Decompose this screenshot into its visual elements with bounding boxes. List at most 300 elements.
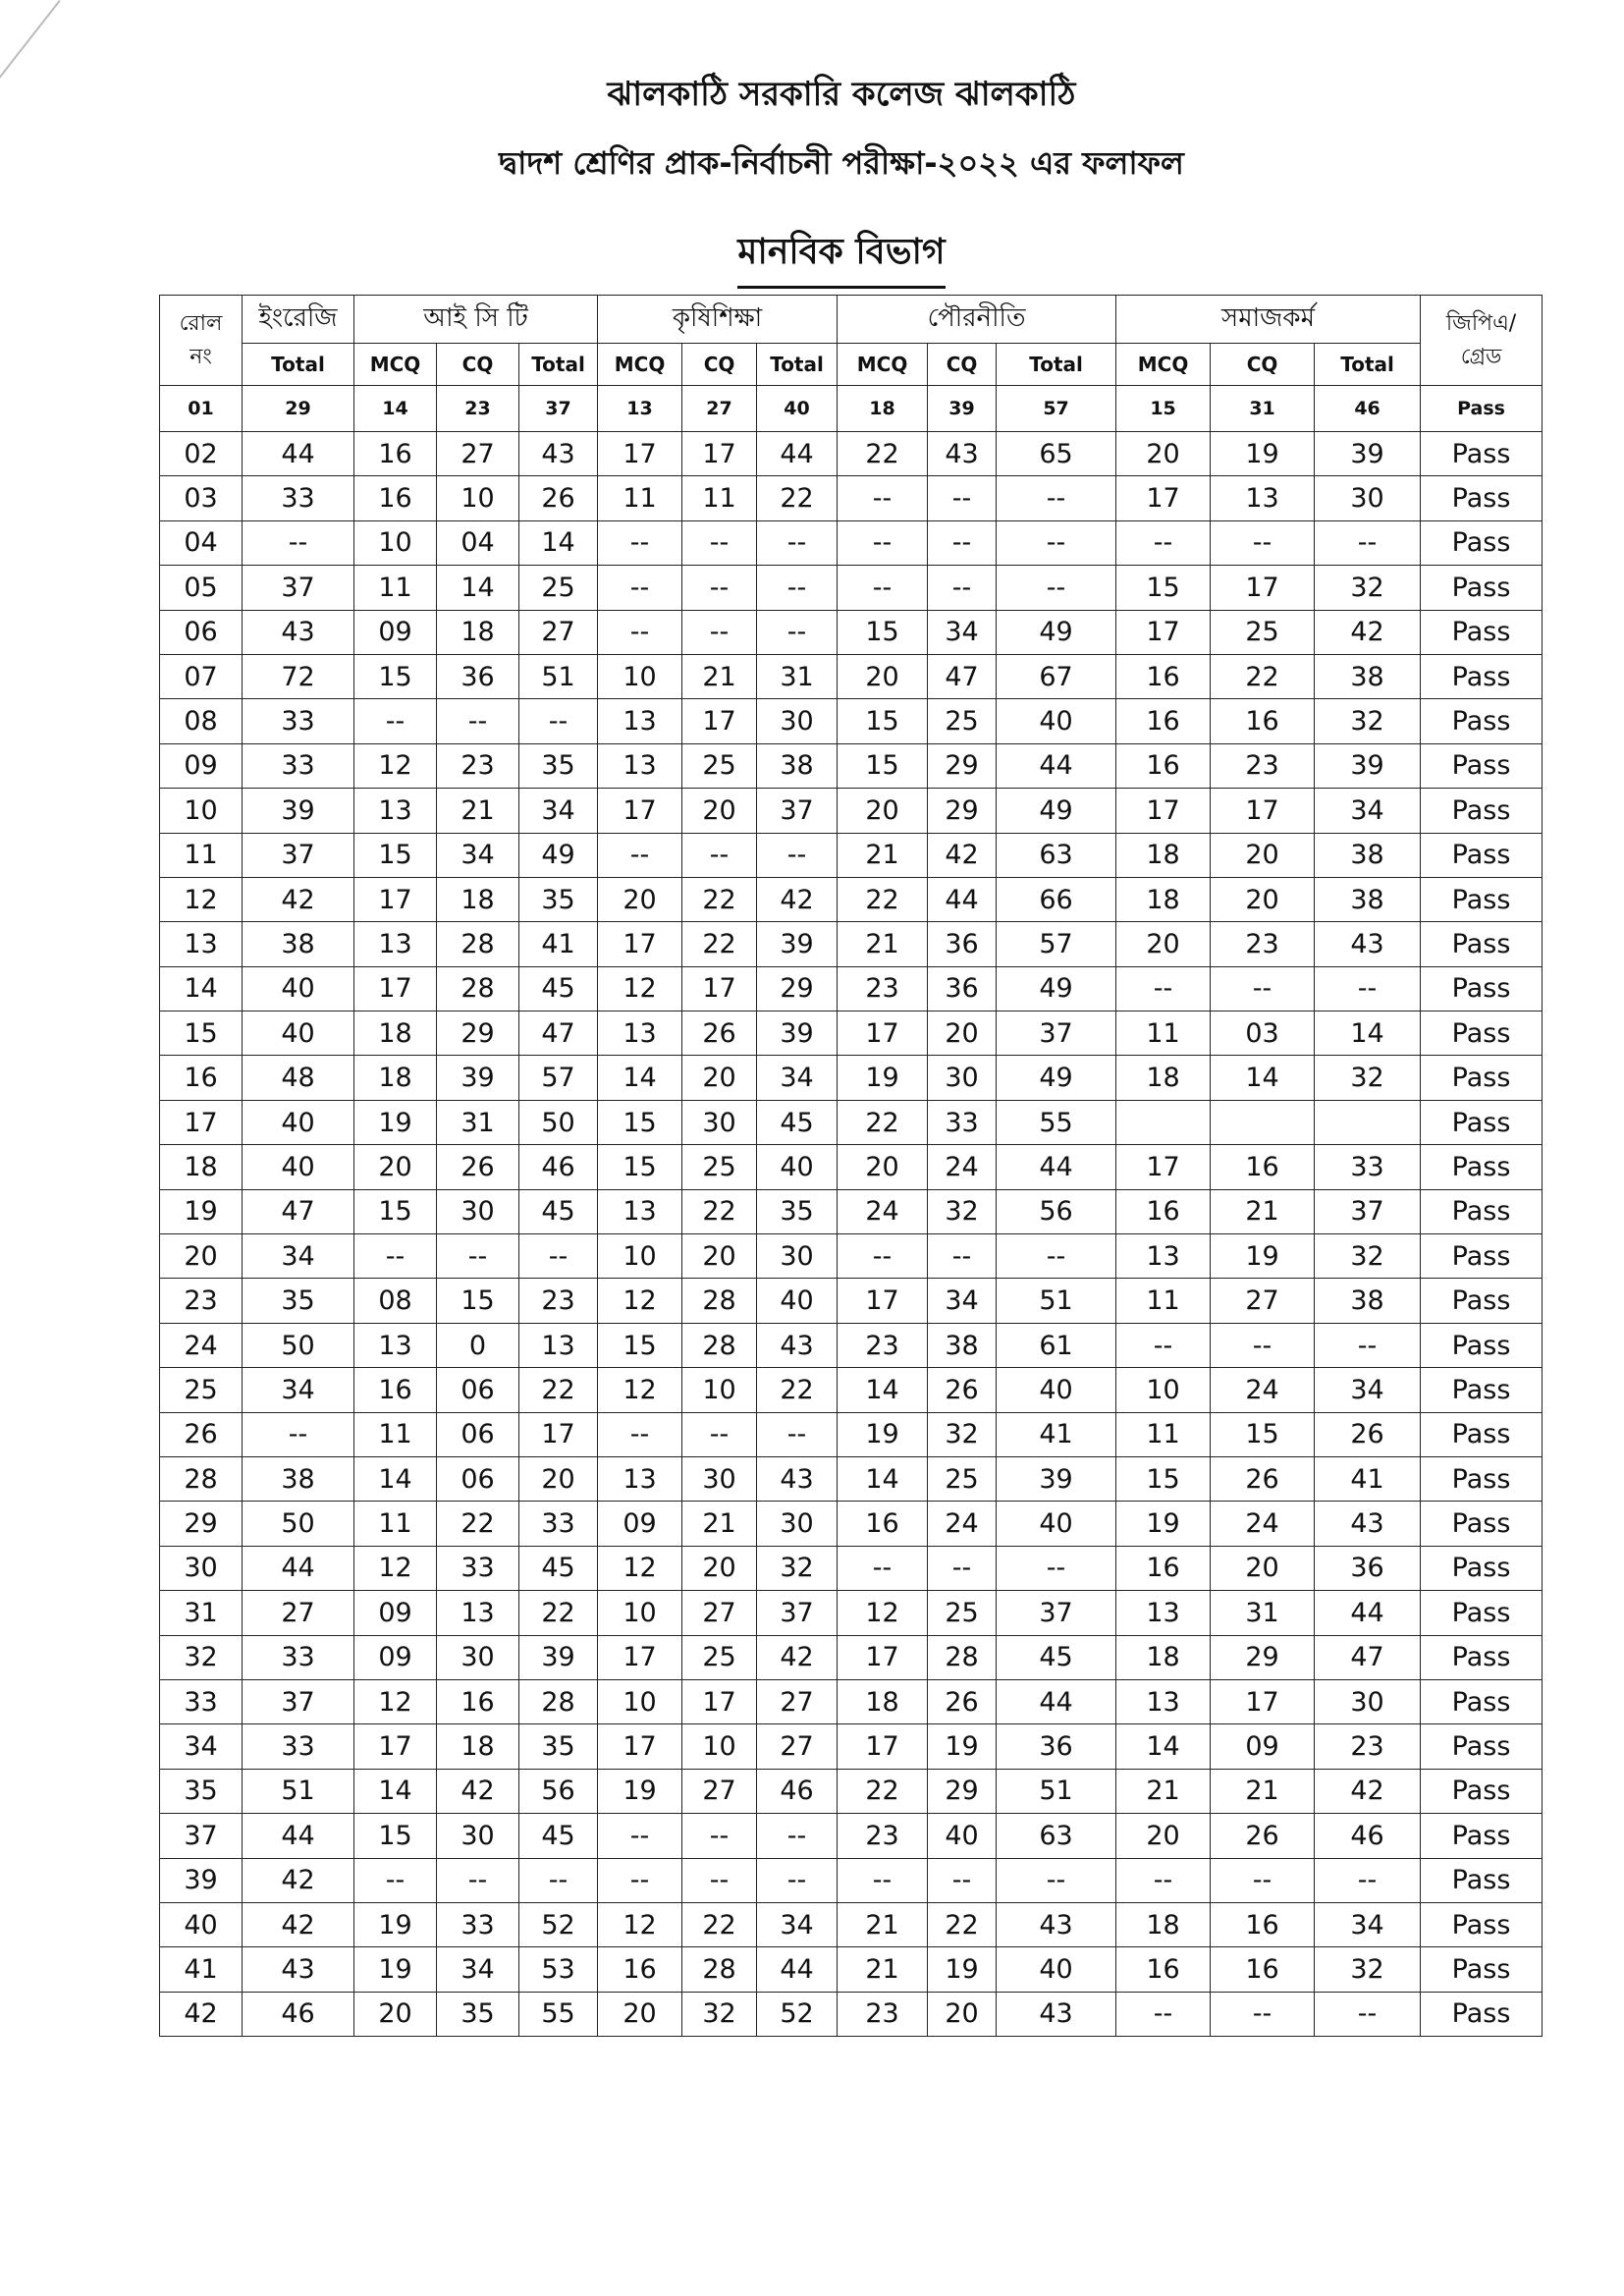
roll-cell: 01 <box>160 386 243 432</box>
mark-cell: 26 <box>437 1145 519 1189</box>
mark-cell: -- <box>928 476 997 520</box>
mark-cell: -- <box>997 476 1116 520</box>
mark-cell: 52 <box>757 1992 838 2036</box>
mark-cell: 44 <box>757 1947 838 1992</box>
mark-cell: 20 <box>598 877 682 921</box>
mark-cell: 40 <box>997 1502 1116 1546</box>
mark-cell: 27 <box>243 1591 354 1635</box>
roll-cell: 23 <box>160 1279 243 1323</box>
mark-cell: 13 <box>354 1323 437 1367</box>
mark-cell: 14 <box>354 386 437 432</box>
mark-cell: 49 <box>997 966 1116 1011</box>
mark-cell: 20 <box>1116 432 1211 476</box>
mark-cell: 20 <box>1116 1814 1211 1858</box>
mark-cell: -- <box>838 1546 928 1590</box>
mark-cell: 38 <box>1315 877 1421 921</box>
mark-cell: 31 <box>1211 386 1315 432</box>
mark-cell: -- <box>1315 520 1421 565</box>
mark-cell: 15 <box>354 1189 437 1233</box>
mark-cell: 72 <box>243 654 354 698</box>
mark-cell: -- <box>1211 520 1315 565</box>
mark-cell: 18 <box>437 877 519 921</box>
mark-cell: 11 <box>682 476 757 520</box>
result-cell: Pass <box>1421 566 1543 610</box>
table-row <box>160 1902 1543 1946</box>
mark-cell: 32 <box>1315 566 1421 610</box>
mark-cell: 27 <box>757 1724 838 1769</box>
sub-header: MCQ <box>838 344 928 386</box>
mark-cell: 18 <box>1116 1635 1211 1679</box>
mark-cell: 36 <box>437 654 519 698</box>
roll-column-header: রোল নং <box>160 296 243 386</box>
table-row <box>160 1546 1543 1590</box>
mark-cell: -- <box>757 1412 838 1456</box>
mark-cell: 31 <box>1211 1591 1315 1635</box>
mark-cell: 29 <box>437 1011 519 1056</box>
table-row <box>160 1635 1543 1679</box>
mark-cell: 37 <box>519 386 598 432</box>
mark-cell: 42 <box>1315 1769 1421 1813</box>
mark-cell: 28 <box>682 1279 757 1323</box>
mark-cell: 19 <box>354 1902 437 1946</box>
mark-cell: 25 <box>682 1635 757 1679</box>
mark-cell: 13 <box>354 789 437 833</box>
mark-cell: 15 <box>354 1814 437 1858</box>
mark-cell: 17 <box>1116 610 1211 654</box>
mark-cell: 30 <box>682 1456 757 1501</box>
mark-cell: 08 <box>354 1279 437 1323</box>
mark-cell: -- <box>598 1814 682 1858</box>
mark-cell: -- <box>1116 1858 1211 1902</box>
mark-cell: 28 <box>682 1323 757 1367</box>
mark-cell: 12 <box>598 1368 682 1412</box>
mark-cell: 35 <box>243 1279 354 1323</box>
mark-cell: 14 <box>598 1056 682 1100</box>
mark-cell: 43 <box>757 1456 838 1501</box>
mark-cell: 17 <box>682 432 757 476</box>
mark-cell: 15 <box>437 1279 519 1323</box>
result-cell: Pass <box>1421 1947 1543 1992</box>
mark-cell: 46 <box>1315 386 1421 432</box>
mark-cell: 25 <box>682 743 757 788</box>
result-cell: Pass <box>1421 1591 1543 1635</box>
mark-cell: 22 <box>838 1100 928 1144</box>
result-cell: Pass <box>1421 520 1543 565</box>
mark-cell: 14 <box>354 1769 437 1813</box>
mark-cell: 22 <box>682 922 757 966</box>
mark-cell: 52 <box>519 1902 598 1946</box>
mark-cell: 14 <box>838 1368 928 1412</box>
mark-cell: 10 <box>598 654 682 698</box>
roll-cell: 13 <box>160 922 243 966</box>
mark-cell: 34 <box>928 1279 997 1323</box>
mark-cell: 43 <box>997 1992 1116 2036</box>
roll-cell: 26 <box>160 1412 243 1456</box>
mark-cell: 17 <box>1116 1145 1211 1189</box>
college-name: ঝালকাঠি সরকারি কলেজ ঝালকাঠি <box>607 75 1076 114</box>
mark-cell: 51 <box>997 1279 1116 1323</box>
mark-cell: -- <box>354 699 437 743</box>
mark-cell: 56 <box>997 1189 1116 1233</box>
mark-cell: -- <box>1211 966 1315 1011</box>
mark-cell: 16 <box>1116 699 1211 743</box>
mark-cell: 28 <box>682 1947 757 1992</box>
sub-header: Total <box>243 344 354 386</box>
mark-cell: 20 <box>928 1992 997 2036</box>
mark-cell: -- <box>838 520 928 565</box>
mark-cell: 39 <box>997 1456 1116 1501</box>
table-row <box>160 922 1543 966</box>
mark-cell: 30 <box>757 699 838 743</box>
mark-cell: 18 <box>437 1724 519 1769</box>
mark-cell: -- <box>838 566 928 610</box>
mark-cell: 17 <box>1211 789 1315 833</box>
mark-cell: 28 <box>928 1635 997 1679</box>
table-row <box>160 1056 1543 1100</box>
mark-cell: 30 <box>682 1100 757 1144</box>
mark-cell: 17 <box>838 1724 928 1769</box>
mark-cell: 13 <box>598 1189 682 1233</box>
mark-cell: 39 <box>243 789 354 833</box>
mark-cell: 10 <box>598 1591 682 1635</box>
mark-cell: 15 <box>598 1100 682 1144</box>
mark-cell: 26 <box>682 1011 757 1056</box>
mark-cell: 43 <box>757 1323 838 1367</box>
mark-cell: 15 <box>354 833 437 877</box>
mark-cell: 25 <box>928 699 997 743</box>
table-header <box>160 296 1543 386</box>
mark-cell: -- <box>757 566 838 610</box>
mark-cell: 45 <box>519 966 598 1011</box>
mark-cell: 16 <box>838 1502 928 1546</box>
mark-cell: -- <box>682 566 757 610</box>
result-cell: Pass <box>1421 1056 1543 1100</box>
mark-cell: 26 <box>519 476 598 520</box>
mark-cell: 09 <box>354 610 437 654</box>
mark-cell: 23 <box>838 1814 928 1858</box>
mark-cell: 40 <box>928 1814 997 1858</box>
mark-cell: -- <box>1116 520 1211 565</box>
mark-cell: -- <box>928 1546 997 1590</box>
mark-cell: 21 <box>437 789 519 833</box>
mark-cell: 49 <box>997 610 1116 654</box>
results-table <box>159 295 1543 2037</box>
mark-cell: 40 <box>757 1145 838 1189</box>
table-row <box>160 1858 1543 1902</box>
english-header: ইংরেজি <box>243 296 354 344</box>
mark-cell: -- <box>928 1234 997 1279</box>
mark-cell: 17 <box>354 877 437 921</box>
mark-cell: 24 <box>838 1189 928 1233</box>
mark-cell: 43 <box>997 1902 1116 1946</box>
table-row <box>160 654 1543 698</box>
roll-cell: 34 <box>160 1724 243 1769</box>
table-body <box>160 386 1543 2037</box>
mark-cell: 51 <box>997 1769 1116 1813</box>
mark-cell: 30 <box>1315 476 1421 520</box>
roll-cell: 32 <box>160 1635 243 1679</box>
mark-cell: 16 <box>1116 743 1211 788</box>
mark-cell: 44 <box>997 743 1116 788</box>
mark-cell: 29 <box>243 386 354 432</box>
gpa-column-header: জিপিএ/ গ্রেড <box>1421 296 1543 386</box>
roll-cell: 11 <box>160 833 243 877</box>
mark-cell: 34 <box>1315 789 1421 833</box>
mark-cell: 11 <box>1116 1011 1211 1056</box>
mark-cell: 10 <box>598 1234 682 1279</box>
mark-cell: -- <box>519 1234 598 1279</box>
mark-cell: 41 <box>519 922 598 966</box>
table-row <box>160 1323 1543 1367</box>
mark-cell: 20 <box>1211 877 1315 921</box>
mark-cell: 44 <box>997 1679 1116 1723</box>
mark-cell: 42 <box>243 1902 354 1946</box>
sub-header: Total <box>519 344 598 386</box>
mark-cell <box>1211 1100 1315 1144</box>
mark-cell: -- <box>437 1858 519 1902</box>
mark-cell: 32 <box>1315 1056 1421 1100</box>
mark-cell: 18 <box>354 1056 437 1100</box>
result-cell: Pass <box>1421 833 1543 877</box>
mark-cell: -- <box>519 699 598 743</box>
result-cell: Pass <box>1421 1145 1543 1189</box>
mark-cell: 10 <box>682 1368 757 1412</box>
mark-cell: 49 <box>519 833 598 877</box>
mark-cell: 17 <box>838 1011 928 1056</box>
mark-cell: 20 <box>354 1992 437 2036</box>
mark-cell: 19 <box>1211 432 1315 476</box>
mark-cell: 35 <box>757 1189 838 1233</box>
mark-cell: 38 <box>757 743 838 788</box>
mark-cell: 21 <box>838 1902 928 1946</box>
mark-cell: 11 <box>354 566 437 610</box>
mark-cell: -- <box>997 566 1116 610</box>
mark-cell: -- <box>1315 1992 1421 2036</box>
mark-cell: -- <box>1211 1992 1315 2036</box>
mark-cell: 16 <box>1116 1189 1211 1233</box>
mark-cell: 40 <box>997 699 1116 743</box>
mark-cell: 19 <box>838 1056 928 1100</box>
result-cell: Pass <box>1421 1992 1543 2036</box>
mark-cell: 61 <box>997 1323 1116 1367</box>
mark-cell: 57 <box>997 922 1116 966</box>
mark-cell: 34 <box>437 1947 519 1992</box>
civics-header: পৌরনীতি <box>838 296 1116 344</box>
mark-cell: -- <box>838 1858 928 1902</box>
mark-cell: 30 <box>757 1502 838 1546</box>
mark-cell: 43 <box>1315 1502 1421 1546</box>
mark-cell: 44 <box>1315 1591 1421 1635</box>
mark-cell: 17 <box>682 966 757 1011</box>
mark-cell: 25 <box>519 566 598 610</box>
mark-cell: 46 <box>243 1992 354 2036</box>
mark-cell: 20 <box>682 1234 757 1279</box>
mark-cell: 24 <box>928 1502 997 1546</box>
mark-cell: 14 <box>1211 1056 1315 1100</box>
result-cell: Pass <box>1421 610 1543 654</box>
mark-cell: 35 <box>519 1724 598 1769</box>
roll-cell: 09 <box>160 743 243 788</box>
mark-cell: 47 <box>519 1011 598 1056</box>
mark-cell: 42 <box>437 1769 519 1813</box>
mark-cell: 36 <box>997 1724 1116 1769</box>
mark-cell: 12 <box>598 966 682 1011</box>
mark-cell: 46 <box>1315 1814 1421 1858</box>
mark-cell: 20 <box>1116 922 1211 966</box>
result-cell: Pass <box>1421 1412 1543 1456</box>
mark-cell: 37 <box>757 789 838 833</box>
mark-cell: 04 <box>437 520 519 565</box>
mark-cell: 32 <box>757 1546 838 1590</box>
mark-cell: 17 <box>1116 476 1211 520</box>
result-cell: Pass <box>1421 1502 1543 1546</box>
table-row <box>160 1724 1543 1769</box>
mark-cell: 23 <box>1211 922 1315 966</box>
result-cell: Pass <box>1421 1546 1543 1590</box>
table-row <box>160 1769 1543 1813</box>
mark-cell: 47 <box>243 1189 354 1233</box>
mark-cell: 20 <box>928 1011 997 1056</box>
table-row <box>160 476 1543 520</box>
mark-cell: 21 <box>1116 1769 1211 1813</box>
mark-cell: 13 <box>598 386 682 432</box>
table-row <box>160 610 1543 654</box>
mark-cell: -- <box>838 1234 928 1279</box>
mark-cell: 44 <box>243 432 354 476</box>
mark-cell: -- <box>1315 1858 1421 1902</box>
mark-cell: 22 <box>1211 654 1315 698</box>
mark-cell: 22 <box>682 1902 757 1946</box>
mark-cell: 06 <box>437 1368 519 1412</box>
mark-cell: 20 <box>682 789 757 833</box>
mark-cell: 19 <box>354 1947 437 1992</box>
mark-cell: 20 <box>1211 1546 1315 1590</box>
mark-cell: 57 <box>519 1056 598 1100</box>
mark-cell: 19 <box>928 1947 997 1992</box>
mark-cell: -- <box>682 1858 757 1902</box>
mark-cell: 06 <box>437 1412 519 1456</box>
mark-cell: 17 <box>598 922 682 966</box>
sub-header: CQ <box>682 344 757 386</box>
mark-cell: 14 <box>437 566 519 610</box>
result-cell: Pass <box>1421 1902 1543 1946</box>
mark-cell: 13 <box>1116 1591 1211 1635</box>
roll-cell: 05 <box>160 566 243 610</box>
mark-cell: -- <box>928 520 997 565</box>
roll-cell: 31 <box>160 1591 243 1635</box>
mark-cell: 45 <box>997 1635 1116 1679</box>
roll-cell: 06 <box>160 610 243 654</box>
mark-cell: 11 <box>1116 1279 1211 1323</box>
mark-cell: 12 <box>598 1279 682 1323</box>
mark-cell: 34 <box>243 1368 354 1412</box>
mark-cell: 22 <box>928 1902 997 1946</box>
mark-cell: 38 <box>928 1323 997 1367</box>
mark-cell: 16 <box>1116 1546 1211 1590</box>
mark-cell: 15 <box>838 743 928 788</box>
mark-cell: -- <box>354 1234 437 1279</box>
mark-cell: 53 <box>519 1947 598 1992</box>
mark-cell: 38 <box>243 922 354 966</box>
mark-cell: 44 <box>928 877 997 921</box>
mark-cell: 16 <box>1211 1947 1315 1992</box>
roll-cell: 37 <box>160 1814 243 1858</box>
mark-cell: 25 <box>682 1145 757 1189</box>
sub-header: MCQ <box>354 344 437 386</box>
mark-cell: 23 <box>838 966 928 1011</box>
mark-cell: 33 <box>519 1502 598 1546</box>
mark-cell: 17 <box>682 699 757 743</box>
mark-cell: -- <box>1315 966 1421 1011</box>
mark-cell: -- <box>1211 1323 1315 1367</box>
table-row <box>160 1502 1543 1546</box>
mark-cell: -- <box>1116 1992 1211 2036</box>
table-row <box>160 877 1543 921</box>
mark-cell: 25 <box>1211 610 1315 654</box>
mark-cell: 35 <box>519 743 598 788</box>
mark-cell: 21 <box>1211 1189 1315 1233</box>
mark-cell: 32 <box>928 1412 997 1456</box>
table-row <box>160 743 1543 788</box>
mark-cell: 12 <box>354 1679 437 1723</box>
mark-cell: -- <box>682 610 757 654</box>
mark-cell: -- <box>757 610 838 654</box>
mark-cell: 22 <box>519 1591 598 1635</box>
mark-cell: 23 <box>519 1279 598 1323</box>
mark-cell: 57 <box>997 386 1116 432</box>
roll-cell: 29 <box>160 1502 243 1546</box>
mark-cell: 26 <box>1315 1412 1421 1456</box>
mark-cell: -- <box>243 520 354 565</box>
mark-cell: 15 <box>1116 1456 1211 1501</box>
mark-cell: 27 <box>437 432 519 476</box>
mark-cell: 17 <box>838 1635 928 1679</box>
mark-cell: 48 <box>243 1056 354 1100</box>
roll-cell: 12 <box>160 877 243 921</box>
mark-cell: 51 <box>243 1769 354 1813</box>
mark-cell: 42 <box>1315 610 1421 654</box>
mark-cell: 22 <box>519 1368 598 1412</box>
table-row <box>160 833 1543 877</box>
mark-cell: -- <box>838 476 928 520</box>
mark-cell: 19 <box>1211 1234 1315 1279</box>
mark-cell: 27 <box>682 386 757 432</box>
mark-cell: -- <box>682 1412 757 1456</box>
mark-cell: 14 <box>519 520 598 565</box>
mark-cell: 30 <box>437 1635 519 1679</box>
mark-cell: 18 <box>1116 877 1211 921</box>
mark-cell: 12 <box>598 1546 682 1590</box>
result-cell: Pass <box>1421 654 1543 698</box>
mark-cell: 63 <box>997 833 1116 877</box>
sub-header: Total <box>1315 344 1421 386</box>
mark-cell: 39 <box>437 1056 519 1100</box>
mark-cell: 65 <box>997 432 1116 476</box>
roll-cell: 16 <box>160 1056 243 1100</box>
table-row <box>160 386 1543 432</box>
mark-cell: 41 <box>1315 1456 1421 1501</box>
mark-cell: -- <box>243 1412 354 1456</box>
mark-cell: 14 <box>1315 1011 1421 1056</box>
mark-cell: 16 <box>1211 1902 1315 1946</box>
mark-cell: 32 <box>682 1992 757 2036</box>
mark-cell: 12 <box>354 1546 437 1590</box>
mark-cell: 37 <box>243 1679 354 1723</box>
mark-cell: 19 <box>928 1724 997 1769</box>
mark-cell: 16 <box>1211 1145 1315 1189</box>
result-cell: Pass <box>1421 386 1543 432</box>
mark-cell: -- <box>598 1858 682 1902</box>
